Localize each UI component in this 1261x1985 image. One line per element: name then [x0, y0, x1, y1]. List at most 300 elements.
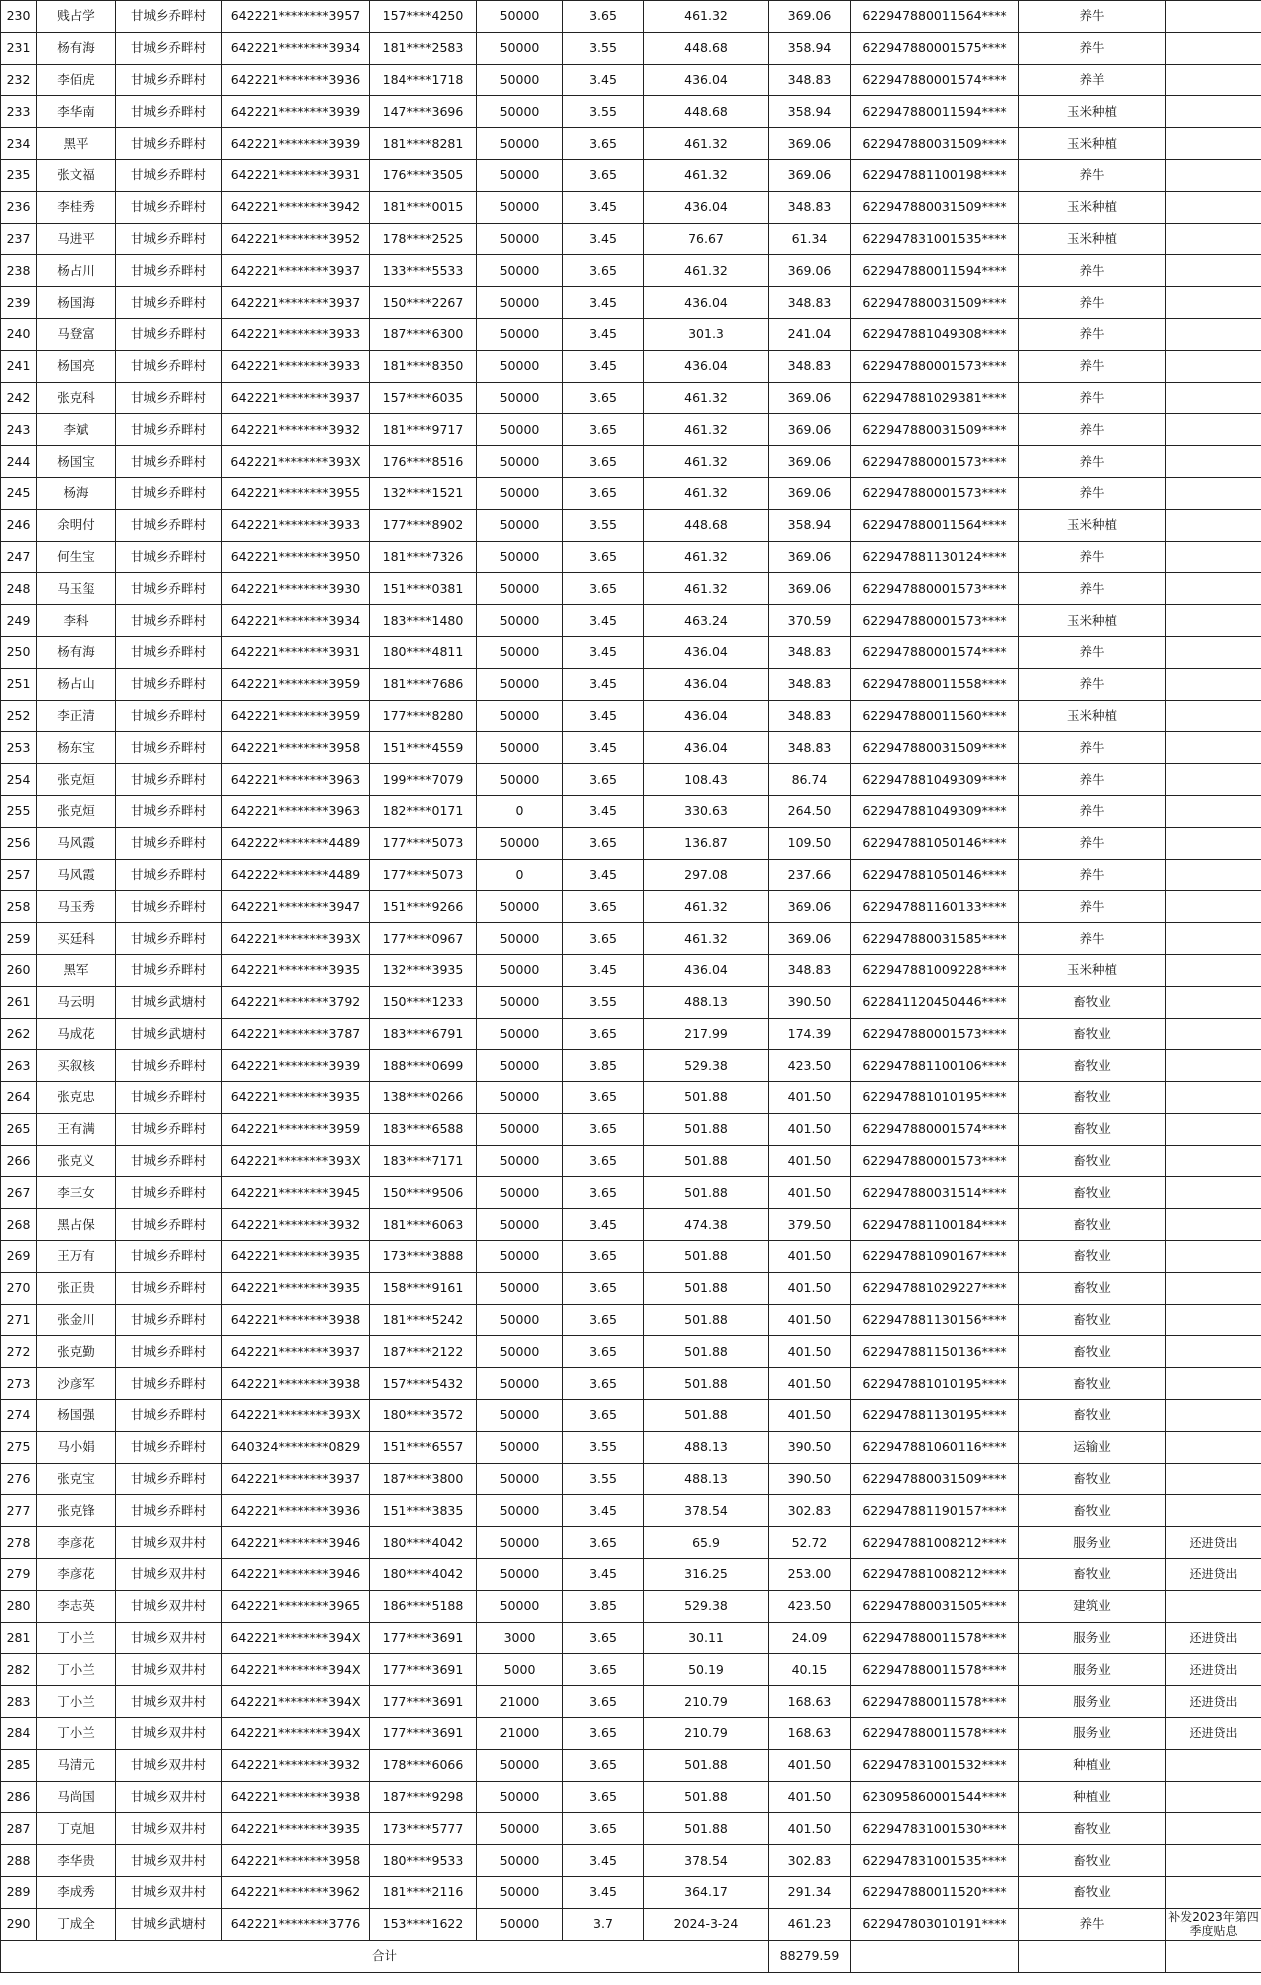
interest-cell: 529.38 — [644, 1590, 769, 1622]
interest-cell: 65.9 — [644, 1527, 769, 1559]
account-number-cell: 622947881100198**** — [851, 159, 1019, 191]
account-number-cell: 622947881008212**** — [851, 1559, 1019, 1591]
village-cell: 甘城乡双井村 — [116, 1654, 222, 1686]
table-row — [1, 636, 1261, 668]
interest-rate-cell: 3.45 — [563, 350, 644, 382]
village-cell: 甘城乡乔畔村 — [116, 128, 222, 160]
phone-cell: 177****5073 — [370, 859, 477, 891]
industry-cell: 养牛 — [1019, 382, 1166, 414]
id-number-cell: 642221********3937 — [222, 382, 370, 414]
account-number-cell: 622947881009228**** — [851, 954, 1019, 986]
subsidy-amount-cell: 369.06 — [769, 923, 851, 955]
name-cell: 杨有海 — [37, 32, 116, 64]
row-number-cell: 244 — [1, 446, 37, 478]
id-number-cell: 642221********3963 — [222, 764, 370, 796]
industry-cell: 畜牧业 — [1019, 1272, 1166, 1304]
account-number-cell: 622947831001535**** — [851, 1845, 1019, 1877]
loan-amount-cell: 50000 — [477, 573, 563, 605]
remark-cell: 还进贷出 — [1166, 1559, 1261, 1591]
subsidy-amount-cell: 40.15 — [769, 1654, 851, 1686]
village-cell: 甘城乡乔畔村 — [116, 287, 222, 319]
table-row — [1, 605, 1261, 637]
account-number-cell: 622947880011564**** — [851, 509, 1019, 541]
village-cell: 甘城乡乔畔村 — [116, 605, 222, 637]
id-number-cell: 642221********3936 — [222, 1495, 370, 1527]
subsidy-amount-cell: 369.06 — [769, 891, 851, 923]
village-cell: 甘城乡双井村 — [116, 1527, 222, 1559]
phone-cell: 157****4250 — [370, 1, 477, 33]
table-row — [1, 668, 1261, 700]
loan-amount-cell: 50000 — [477, 1, 563, 33]
interest-rate-cell: 3.55 — [563, 96, 644, 128]
interest-cell: 501.88 — [644, 1272, 769, 1304]
loan-amount-cell: 50000 — [477, 96, 563, 128]
village-cell: 甘城乡乔畔村 — [116, 96, 222, 128]
id-number-cell: 642221********3947 — [222, 891, 370, 923]
id-number-cell: 642221********3937 — [222, 1463, 370, 1495]
loan-amount-cell: 50000 — [477, 1209, 563, 1241]
row-number-cell: 234 — [1, 128, 37, 160]
remark-cell — [1166, 1336, 1261, 1368]
phone-cell: 180****9533 — [370, 1845, 477, 1877]
remark-cell — [1166, 1877, 1261, 1909]
interest-cell: 136.87 — [644, 827, 769, 859]
name-cell: 李华贵 — [37, 1845, 116, 1877]
village-cell: 甘城乡乔畔村 — [116, 668, 222, 700]
interest-rate-cell: 3.65 — [563, 573, 644, 605]
phone-cell: 173****3888 — [370, 1241, 477, 1273]
phone-cell: 184****1718 — [370, 64, 477, 96]
remark-cell — [1166, 350, 1261, 382]
row-number-cell: 231 — [1, 32, 37, 64]
remark-cell — [1166, 287, 1261, 319]
loan-amount-cell: 50000 — [477, 1527, 563, 1559]
name-cell: 张克忠 — [37, 1082, 116, 1114]
interest-cell: 463.24 — [644, 605, 769, 637]
name-cell: 杨占川 — [37, 255, 116, 287]
interest-cell: 488.13 — [644, 1431, 769, 1463]
table-row — [1, 700, 1261, 732]
subsidy-amount-cell: 401.50 — [769, 1400, 851, 1432]
interest-cell: 436.04 — [644, 287, 769, 319]
remark-cell — [1166, 1304, 1261, 1336]
phone-cell: 181****8281 — [370, 128, 477, 160]
village-cell: 甘城乡乔畔村 — [116, 732, 222, 764]
interest-cell: 461.32 — [644, 128, 769, 160]
id-number-cell: 642221********3959 — [222, 1113, 370, 1145]
village-cell: 甘城乡乔畔村 — [116, 446, 222, 478]
industry-cell: 养牛 — [1019, 923, 1166, 955]
row-number-cell: 283 — [1, 1686, 37, 1718]
subsidy-amount-cell: 291.34 — [769, 1877, 851, 1909]
name-cell: 沙彦军 — [37, 1368, 116, 1400]
account-number-cell: 622947881090167**** — [851, 1241, 1019, 1273]
account-number-cell: 622947880011560**** — [851, 700, 1019, 732]
interest-rate-cell: 3.65 — [563, 1336, 644, 1368]
interest-rate-cell: 3.7 — [563, 1908, 644, 1940]
industry-cell: 畜牧业 — [1019, 1145, 1166, 1177]
industry-cell: 养牛 — [1019, 668, 1166, 700]
subsidy-amount-cell: 348.83 — [769, 954, 851, 986]
row-number-cell: 272 — [1, 1336, 37, 1368]
row-number-cell: 280 — [1, 1590, 37, 1622]
interest-rate-cell: 3.45 — [563, 732, 644, 764]
industry-cell: 养牛 — [1019, 573, 1166, 605]
village-cell: 甘城乡乔畔村 — [116, 318, 222, 350]
phone-cell: 180****4811 — [370, 636, 477, 668]
id-number-cell: 642221********3939 — [222, 96, 370, 128]
interest-cell: 461.32 — [644, 382, 769, 414]
interest-cell: 217.99 — [644, 1018, 769, 1050]
remark-cell — [1166, 1431, 1261, 1463]
loan-amount-cell: 50000 — [477, 1749, 563, 1781]
interest-rate-cell: 3.65 — [563, 1749, 644, 1781]
total-row — [1, 1940, 1261, 1972]
subsidy-amount-cell: 401.50 — [769, 1336, 851, 1368]
interest-rate-cell: 3.45 — [563, 1877, 644, 1909]
village-cell: 甘城乡双井村 — [116, 1622, 222, 1654]
interest-cell: 2024-3-24 — [644, 1908, 769, 1940]
interest-rate-cell: 3.45 — [563, 954, 644, 986]
table-row — [1, 350, 1261, 382]
interest-cell: 297.08 — [644, 859, 769, 891]
remark-cell — [1166, 1781, 1261, 1813]
table-row — [1, 923, 1261, 955]
subsidy-amount-cell: 401.50 — [769, 1368, 851, 1400]
interest-cell: 30.11 — [644, 1622, 769, 1654]
row-number-cell: 238 — [1, 255, 37, 287]
loan-amount-cell: 50000 — [477, 986, 563, 1018]
account-number-cell: 622947880011578**** — [851, 1686, 1019, 1718]
subsidy-amount-cell: 401.50 — [769, 1241, 851, 1273]
village-cell: 甘城乡乔畔村 — [116, 255, 222, 287]
interest-cell: 436.04 — [644, 954, 769, 986]
phone-cell: 150****2267 — [370, 287, 477, 319]
phone-cell: 181****2116 — [370, 1877, 477, 1909]
loan-amount-cell: 50000 — [477, 1908, 563, 1940]
interest-rate-cell: 3.65 — [563, 446, 644, 478]
loan-amount-cell: 50000 — [477, 1495, 563, 1527]
row-number-cell: 274 — [1, 1400, 37, 1432]
interest-rate-cell: 3.55 — [563, 509, 644, 541]
row-number-cell: 241 — [1, 350, 37, 382]
remark-cell — [1166, 923, 1261, 955]
interest-cell: 461.32 — [644, 255, 769, 287]
village-cell: 甘城乡乔畔村 — [116, 1368, 222, 1400]
loan-amount-cell: 50000 — [477, 1177, 563, 1209]
phone-cell: 181****7326 — [370, 541, 477, 573]
id-number-cell: 642221********3938 — [222, 1781, 370, 1813]
name-cell: 马风霞 — [37, 827, 116, 859]
phone-cell: 150****1233 — [370, 986, 477, 1018]
subsidy-amount-cell: 241.04 — [769, 318, 851, 350]
industry-cell: 畜牧业 — [1019, 986, 1166, 1018]
loan-amount-cell: 21000 — [477, 1686, 563, 1718]
interest-cell: 436.04 — [644, 350, 769, 382]
village-cell: 甘城乡乔畔村 — [116, 414, 222, 446]
table-row — [1, 1622, 1261, 1654]
name-cell: 张文福 — [37, 159, 116, 191]
interest-rate-cell: 3.55 — [563, 32, 644, 64]
interest-rate-cell: 3.65 — [563, 1304, 644, 1336]
loan-amount-cell: 50000 — [477, 1082, 563, 1114]
phone-cell: 178****6066 — [370, 1749, 477, 1781]
remark-cell — [1166, 986, 1261, 1018]
phone-cell: 186****5188 — [370, 1590, 477, 1622]
id-number-cell: 642221********3957 — [222, 1, 370, 33]
row-number-cell: 248 — [1, 573, 37, 605]
row-number-cell: 256 — [1, 827, 37, 859]
id-number-cell: 642221********3935 — [222, 954, 370, 986]
remark-cell — [1166, 318, 1261, 350]
id-number-cell: 642221********3934 — [222, 32, 370, 64]
phone-cell: 180****4042 — [370, 1559, 477, 1591]
industry-cell: 养牛 — [1019, 318, 1166, 350]
village-cell: 甘城乡乔畔村 — [116, 1272, 222, 1304]
account-number-cell: 622947880031585**** — [851, 923, 1019, 955]
row-number-cell: 237 — [1, 223, 37, 255]
industry-cell: 养牛 — [1019, 795, 1166, 827]
subsidy-amount-cell: 401.50 — [769, 1749, 851, 1781]
name-cell: 马风霞 — [37, 859, 116, 891]
account-number-cell: 622947881049309**** — [851, 764, 1019, 796]
village-cell: 甘城乡乔畔村 — [116, 382, 222, 414]
table-row — [1, 1463, 1261, 1495]
account-number-cell: 622947880001574**** — [851, 64, 1019, 96]
subsidy-amount-cell: 348.83 — [769, 287, 851, 319]
subsidy-amount-cell: 401.50 — [769, 1177, 851, 1209]
table-row — [1, 1845, 1261, 1877]
loan-amount-cell: 50000 — [477, 1559, 563, 1591]
row-number-cell: 257 — [1, 859, 37, 891]
phone-cell: 132****3935 — [370, 954, 477, 986]
interest-cell: 50.19 — [644, 1654, 769, 1686]
id-number-cell: 642221********3932 — [222, 414, 370, 446]
account-number-cell: 622947881010195**** — [851, 1368, 1019, 1400]
name-cell: 张克义 — [37, 1145, 116, 1177]
id-number-cell: 642221********3937 — [222, 1336, 370, 1368]
phone-cell: 176****8516 — [370, 446, 477, 478]
village-cell: 甘城乡双井村 — [116, 1590, 222, 1622]
table-row — [1, 1336, 1261, 1368]
phone-cell: 187****6300 — [370, 318, 477, 350]
loan-amount-cell: 21000 — [477, 1718, 563, 1750]
industry-cell: 玉米种植 — [1019, 128, 1166, 160]
subsidy-amount-cell: 401.50 — [769, 1813, 851, 1845]
remark-cell — [1166, 1018, 1261, 1050]
loan-amount-cell: 50000 — [477, 1272, 563, 1304]
table-row — [1, 1272, 1261, 1304]
interest-rate-cell: 3.65 — [563, 1654, 644, 1686]
table-row — [1, 764, 1261, 796]
remark-cell — [1166, 1845, 1261, 1877]
interest-cell: 529.38 — [644, 1050, 769, 1082]
subsidy-amount-cell: 61.34 — [769, 223, 851, 255]
name-cell: 张克宝 — [37, 1463, 116, 1495]
account-number-cell: 622947880031514**** — [851, 1177, 1019, 1209]
account-number-cell: 622947880001573**** — [851, 605, 1019, 637]
name-cell: 李科 — [37, 605, 116, 637]
subsidy-amount-cell: 237.66 — [769, 859, 851, 891]
table-body — [1, 1, 1261, 1973]
subsidy-amount-cell: 358.94 — [769, 96, 851, 128]
village-cell: 甘城乡乔畔村 — [116, 477, 222, 509]
interest-cell: 76.67 — [644, 223, 769, 255]
id-number-cell: 642221********3945 — [222, 1177, 370, 1209]
total-value: 88279.59 — [769, 1940, 851, 1972]
village-cell: 甘城乡乔畔村 — [116, 1209, 222, 1241]
row-number-cell: 276 — [1, 1463, 37, 1495]
id-number-cell: 642221********3937 — [222, 287, 370, 319]
total-label: 合计 — [1, 1940, 769, 1972]
id-number-cell: 642221********3958 — [222, 732, 370, 764]
industry-cell: 运输业 — [1019, 1431, 1166, 1463]
id-number-cell: 642221********3931 — [222, 159, 370, 191]
interest-rate-cell: 3.65 — [563, 159, 644, 191]
name-cell: 张金川 — [37, 1304, 116, 1336]
remark-cell — [1166, 1463, 1261, 1495]
phone-cell: 180****3572 — [370, 1400, 477, 1432]
row-number-cell: 260 — [1, 954, 37, 986]
village-cell: 甘城乡乔畔村 — [116, 32, 222, 64]
row-number-cell: 251 — [1, 668, 37, 700]
interest-rate-cell: 3.45 — [563, 1559, 644, 1591]
interest-cell: 501.88 — [644, 1813, 769, 1845]
village-cell: 甘城乡乔畔村 — [116, 1463, 222, 1495]
industry-cell: 养牛 — [1019, 732, 1166, 764]
phone-cell: 199****7079 — [370, 764, 477, 796]
account-number-cell: 622947880001575**** — [851, 32, 1019, 64]
phone-cell: 157****5432 — [370, 1368, 477, 1400]
name-cell: 黑军 — [37, 954, 116, 986]
table-row — [1, 1177, 1261, 1209]
industry-cell: 服务业 — [1019, 1527, 1166, 1559]
row-number-cell: 279 — [1, 1559, 37, 1591]
interest-rate-cell: 3.65 — [563, 1018, 644, 1050]
village-cell: 甘城乡乔畔村 — [116, 1241, 222, 1273]
table-row — [1, 509, 1261, 541]
account-number-cell: 622947831001530**** — [851, 1813, 1019, 1845]
subsidy-amount-cell: 401.50 — [769, 1145, 851, 1177]
interest-rate-cell: 3.65 — [563, 541, 644, 573]
remark-cell: 还进贷出 — [1166, 1527, 1261, 1559]
interest-cell: 448.68 — [644, 509, 769, 541]
id-number-cell: 642221********394X — [222, 1622, 370, 1654]
table-row — [1, 1813, 1261, 1845]
id-number-cell: 642221********393X — [222, 1400, 370, 1432]
industry-cell: 种植业 — [1019, 1781, 1166, 1813]
interest-cell: 461.32 — [644, 446, 769, 478]
phone-cell: 180****4042 — [370, 1527, 477, 1559]
name-cell: 王有满 — [37, 1113, 116, 1145]
remark-cell — [1166, 223, 1261, 255]
interest-rate-cell: 3.65 — [563, 1113, 644, 1145]
row-number-cell: 239 — [1, 287, 37, 319]
name-cell: 张克烜 — [37, 764, 116, 796]
table-row — [1, 446, 1261, 478]
table-row — [1, 1050, 1261, 1082]
loan-amount-cell: 50000 — [477, 1050, 563, 1082]
village-cell: 甘城乡乔畔村 — [116, 1336, 222, 1368]
remark-cell — [1166, 1495, 1261, 1527]
interest-cell: 501.88 — [644, 1400, 769, 1432]
remark-cell — [1166, 1209, 1261, 1241]
loan-amount-cell: 50000 — [477, 191, 563, 223]
account-number-cell: 622947880001574**** — [851, 636, 1019, 668]
industry-cell: 养牛 — [1019, 446, 1166, 478]
interest-rate-cell: 3.65 — [563, 1718, 644, 1750]
id-number-cell: 642221********394X — [222, 1718, 370, 1750]
remark-cell — [1166, 1368, 1261, 1400]
remark-cell — [1166, 1050, 1261, 1082]
name-cell: 丁小兰 — [37, 1622, 116, 1654]
id-number-cell: 642222********4489 — [222, 859, 370, 891]
id-number-cell: 642221********3955 — [222, 477, 370, 509]
village-cell: 甘城乡双井村 — [116, 1559, 222, 1591]
remark-cell — [1166, 32, 1261, 64]
phone-cell: 181****5242 — [370, 1304, 477, 1336]
phone-cell: 177****3691 — [370, 1654, 477, 1686]
interest-cell: 301.3 — [644, 318, 769, 350]
row-number-cell: 242 — [1, 382, 37, 414]
row-number-cell: 240 — [1, 318, 37, 350]
table-row — [1, 223, 1261, 255]
phone-cell: 176****3505 — [370, 159, 477, 191]
table-row — [1, 1431, 1261, 1463]
interest-rate-cell: 3.65 — [563, 255, 644, 287]
industry-cell: 玉米种植 — [1019, 191, 1166, 223]
subsidy-amount-cell: 348.83 — [769, 700, 851, 732]
industry-cell: 玉米种植 — [1019, 509, 1166, 541]
name-cell: 贱占学 — [37, 1, 116, 33]
interest-cell: 501.88 — [644, 1304, 769, 1336]
interest-cell: 461.32 — [644, 477, 769, 509]
table-row — [1, 159, 1261, 191]
industry-cell: 畜牧业 — [1019, 1400, 1166, 1432]
interest-rate-cell: 3.85 — [563, 1590, 644, 1622]
id-number-cell: 642221********3939 — [222, 128, 370, 160]
interest-cell: 501.88 — [644, 1336, 769, 1368]
subsidy-amount-cell: 369.06 — [769, 477, 851, 509]
loan-amount-cell: 50000 — [477, 1241, 563, 1273]
interest-rate-cell: 3.65 — [563, 1527, 644, 1559]
name-cell: 买叙核 — [37, 1050, 116, 1082]
table-row — [1, 382, 1261, 414]
loan-amount-cell: 50000 — [477, 827, 563, 859]
phone-cell: 177****3691 — [370, 1686, 477, 1718]
loan-amount-cell: 0 — [477, 859, 563, 891]
loan-amount-cell: 50000 — [477, 1813, 563, 1845]
name-cell: 李华南 — [37, 96, 116, 128]
row-number-cell: 282 — [1, 1654, 37, 1686]
table-row — [1, 732, 1261, 764]
subsidy-amount-cell: 369.06 — [769, 128, 851, 160]
village-cell: 甘城乡乔畔村 — [116, 1050, 222, 1082]
village-cell: 甘城乡乔畔村 — [116, 636, 222, 668]
interest-rate-cell: 3.45 — [563, 223, 644, 255]
table-row — [1, 859, 1261, 891]
id-number-cell: 642221********3776 — [222, 1908, 370, 1940]
interest-rate-cell: 3.65 — [563, 923, 644, 955]
interest-cell: 436.04 — [644, 700, 769, 732]
industry-cell: 养牛 — [1019, 255, 1166, 287]
name-cell: 杨占山 — [37, 668, 116, 700]
id-number-cell: 642221********3946 — [222, 1527, 370, 1559]
village-cell: 甘城乡乔畔村 — [116, 64, 222, 96]
interest-cell: 378.54 — [644, 1845, 769, 1877]
loan-amount-cell: 50000 — [477, 287, 563, 319]
row-number-cell: 268 — [1, 1209, 37, 1241]
